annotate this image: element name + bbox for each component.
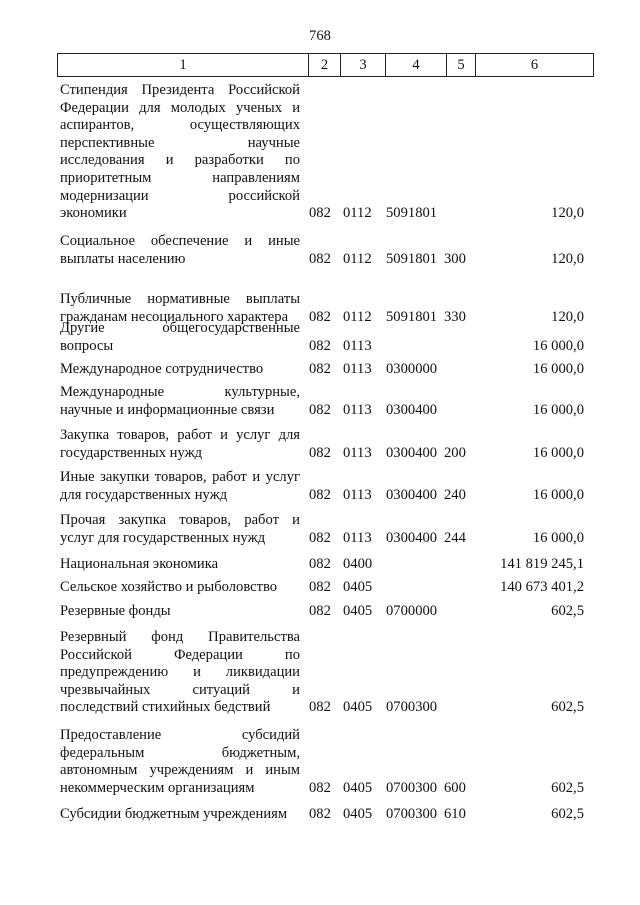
- column-header-5: 5: [447, 54, 476, 77]
- section-code: 0113: [343, 444, 372, 461]
- amount-value: 120,0: [551, 308, 584, 325]
- description-line: федеральным бюджетным,: [60, 744, 300, 761]
- description-line: предупреждению и ликвидации: [60, 664, 300, 681]
- section-code: 0405: [343, 579, 373, 595]
- description-line: гражданам несоциального характера: [60, 308, 289, 325]
- description-line: перспективные научные: [60, 134, 300, 151]
- article-code: 5091801: [386, 308, 438, 325]
- article-code: 5091801: [386, 205, 438, 222]
- row-description: [60, 727, 300, 797]
- ministry-code: 082: [309, 529, 331, 546]
- article-code: 0700300: [386, 806, 438, 822]
- ministry-code: 082: [309, 308, 331, 325]
- amount-value: 16 000,0: [532, 361, 584, 377]
- expense-type-code: 244: [444, 529, 466, 546]
- article-code: 0300400: [386, 444, 438, 461]
- description-line: Сельское хозяйство и рыболовство: [60, 579, 278, 595]
- row-description: [60, 556, 300, 574]
- section-code: 0113: [343, 337, 372, 354]
- ministry-code: 082: [309, 603, 331, 619]
- section-code: 0405: [343, 779, 373, 796]
- description-line: Социальное обеспечение и иные: [60, 233, 300, 249]
- description-line: автономным учреждениям и иным: [60, 762, 300, 779]
- column-header-2: 2: [309, 54, 341, 77]
- amount-value: 602,5: [551, 603, 584, 619]
- column-header-6: 6: [476, 54, 594, 77]
- description-line: исследования и разработки по: [60, 152, 300, 169]
- section-code: 0113: [343, 529, 372, 546]
- expense-type-code: 300: [444, 250, 466, 267]
- amount-value: 602,5: [551, 699, 584, 716]
- amount-value: 16 000,0: [532, 529, 584, 546]
- amount-value: 602,5: [551, 806, 584, 822]
- description-line: Стипендия Президента Российской: [60, 82, 300, 98]
- article-code: 0300400: [386, 486, 438, 503]
- amount-value: 120,0: [551, 250, 584, 267]
- article-code: 5091801: [386, 250, 438, 267]
- ministry-code: 082: [309, 699, 331, 716]
- amount-value: 120,0: [551, 205, 584, 222]
- description-line: чрезвычайных ситуаций и: [60, 681, 300, 698]
- description-line: Иные закупки товаров, работ и услуг: [60, 469, 300, 485]
- description-line: последствий стихийных бедствий: [60, 699, 271, 716]
- description-line: выплаты населению: [60, 250, 186, 267]
- amount-value: 16 000,0: [532, 486, 584, 503]
- amount-value: 16 000,0: [532, 444, 584, 461]
- description-line: экономики: [60, 205, 127, 222]
- article-code: 0700300: [386, 779, 438, 796]
- section-code: 0112: [343, 205, 372, 222]
- ministry-code: 082: [309, 401, 331, 418]
- row-description: [60, 806, 300, 824]
- description-line: Резервные фонды: [60, 603, 171, 619]
- page-number: 768: [309, 28, 331, 44]
- description-line: Субсидии бюджетным учреждениям: [60, 806, 288, 822]
- description-line: государственных нужд: [60, 444, 203, 461]
- row-description: [60, 427, 300, 462]
- section-code: 0113: [343, 486, 372, 503]
- section-code: 0113: [343, 361, 372, 377]
- ministry-code: 082: [309, 250, 331, 267]
- column-header-3: 3: [341, 54, 386, 77]
- section-code: 0113: [343, 401, 372, 418]
- description-line: Международные культурные,: [60, 384, 300, 400]
- description-line: вопросы: [60, 337, 114, 354]
- description-line: Другие общегосударственные: [60, 320, 300, 336]
- ministry-code: 082: [309, 779, 331, 796]
- article-code: 0300400: [386, 401, 438, 418]
- amount-value: 16 000,0: [532, 401, 584, 418]
- row-description: [60, 469, 300, 504]
- row-description: [60, 82, 300, 223]
- description-line: Российской Федерации по: [60, 646, 300, 663]
- ministry-code: 082: [309, 806, 331, 822]
- description-line: аспирантов, осуществляющих: [60, 117, 300, 134]
- article-code: 0700300: [386, 699, 438, 716]
- ministry-code: 082: [309, 579, 331, 595]
- article-code: 0300400: [386, 529, 438, 546]
- description-line: Национальная экономика: [60, 556, 219, 572]
- ministry-code: 082: [309, 337, 331, 354]
- expense-type-code: 610: [444, 806, 466, 822]
- amount-value: 602,5: [551, 779, 584, 796]
- article-code: 0700000: [386, 603, 438, 619]
- description-line: Международное сотрудничество: [60, 361, 264, 377]
- row-description: [60, 603, 300, 621]
- description-line: для государственных нужд: [60, 486, 228, 503]
- description-line: научные и информационные связи: [60, 401, 275, 418]
- section-code: 0405: [343, 806, 373, 822]
- description-line: Прочая закупка товаров, работ и: [60, 512, 300, 528]
- description-line: приоритетным направлениям: [60, 169, 300, 186]
- section-code: 0405: [343, 603, 373, 619]
- row-description: [60, 233, 300, 268]
- expense-type-code: 330: [444, 308, 466, 325]
- column-header-1: 1: [58, 54, 309, 77]
- amount-value: 141 819 245,1: [500, 556, 584, 572]
- description-line: Резервный фонд Правительства: [60, 629, 300, 645]
- description-line: Публичные нормативные выплаты: [60, 291, 300, 307]
- description-line: Федерации для молодых ученых и: [60, 99, 300, 116]
- amount-value: 16 000,0: [532, 337, 584, 354]
- description-line: услуг для государственных нужд: [60, 529, 266, 546]
- section-code: 0112: [343, 308, 372, 325]
- description-line: Закупка товаров, работ и услуг для: [60, 427, 300, 443]
- description-line: модернизации российской: [60, 187, 300, 204]
- amount-value: 140 673 401,2: [500, 579, 584, 595]
- ministry-code: 082: [309, 486, 331, 503]
- description-line: Предоставление субсидий: [60, 727, 300, 743]
- section-code: 0112: [343, 250, 372, 267]
- description-line: некоммерческим организациям: [60, 779, 255, 796]
- ministry-code: 082: [309, 556, 331, 572]
- expense-type-code: 600: [444, 779, 466, 796]
- expense-type-code: 240: [444, 486, 466, 503]
- section-code: 0405: [343, 699, 373, 716]
- row-description: [60, 512, 300, 547]
- row-description: [60, 629, 300, 717]
- expense-type-code: 200: [444, 444, 466, 461]
- ministry-code: 082: [309, 205, 331, 222]
- ministry-code: 082: [309, 444, 331, 461]
- row-description: [60, 361, 300, 379]
- row-description: [60, 320, 300, 355]
- ministry-code: 082: [309, 361, 331, 377]
- section-code: 0400: [343, 556, 373, 572]
- row-description: [60, 579, 300, 597]
- article-code: 0300000: [386, 361, 438, 377]
- row-description: [60, 384, 300, 419]
- column-header-4: 4: [386, 54, 447, 77]
